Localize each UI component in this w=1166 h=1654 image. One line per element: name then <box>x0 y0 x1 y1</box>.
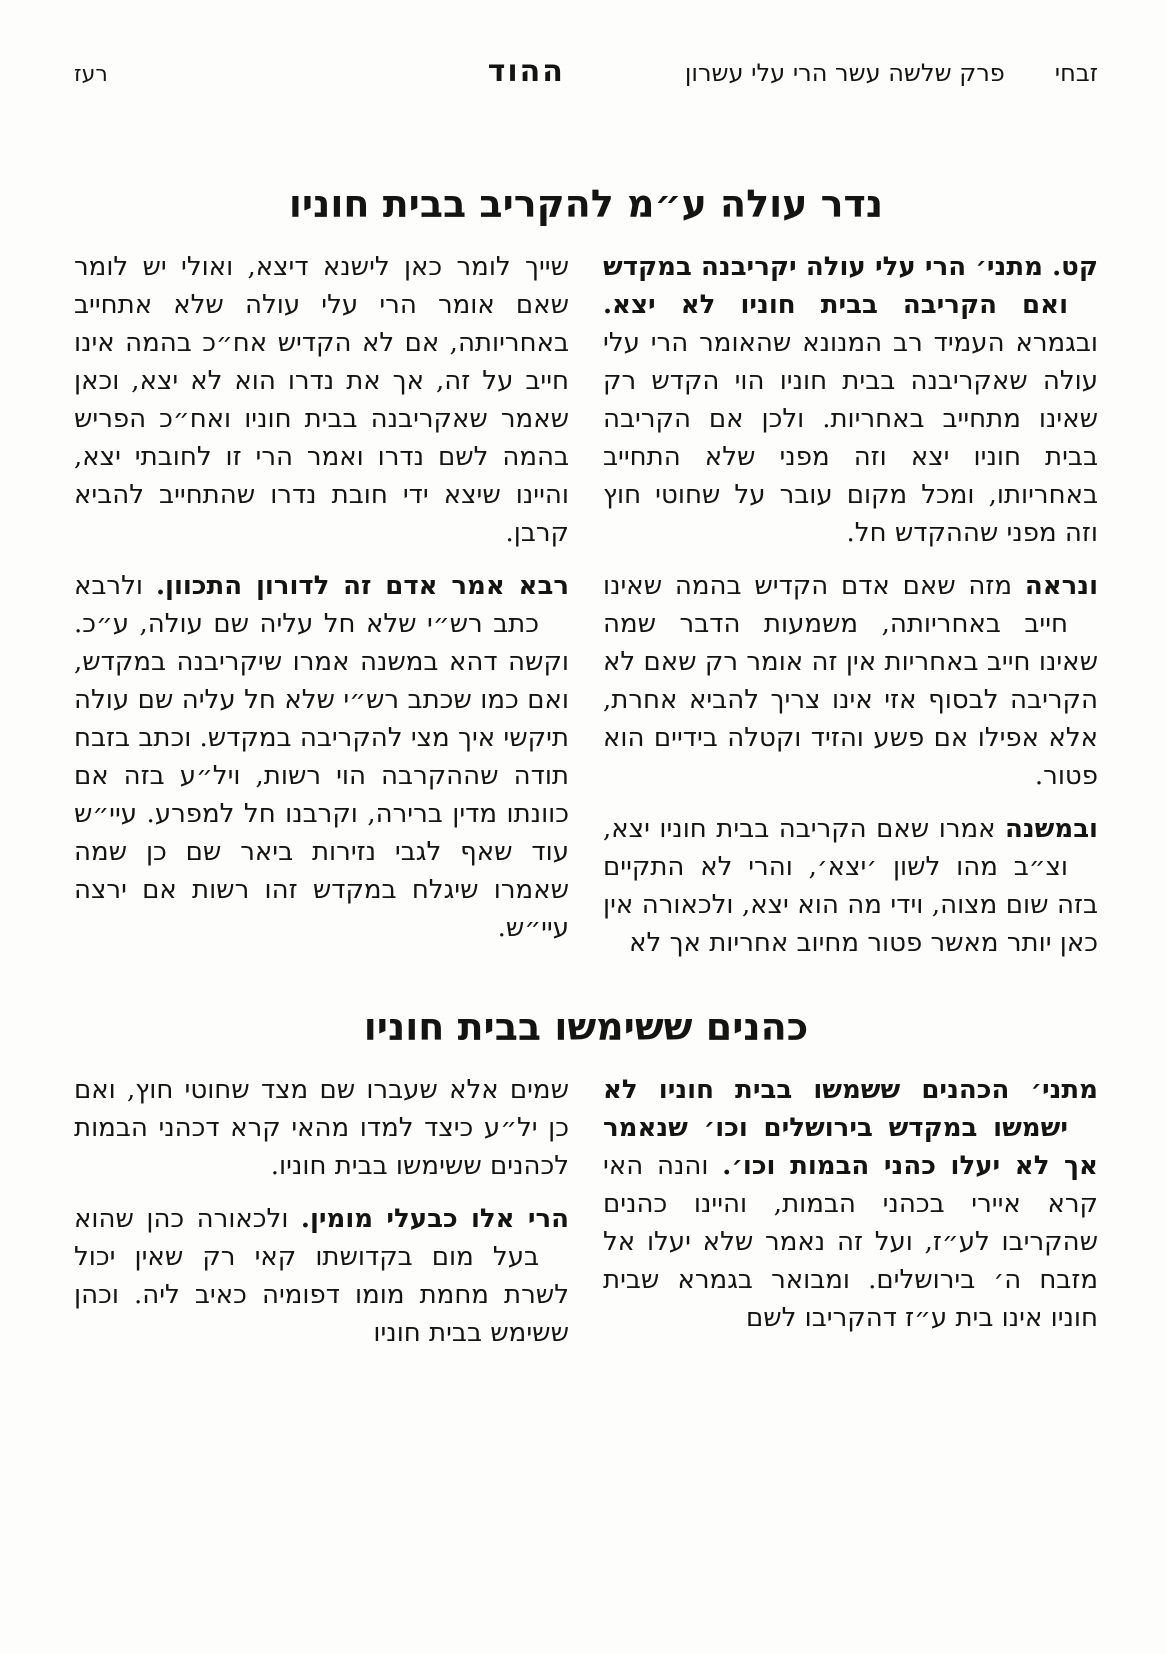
section2-title: כהנים ששימשו בבית חוניו <box>363 1004 809 1049</box>
running-header <box>74 54 1098 89</box>
section1-left-column <box>74 248 569 962</box>
page-number: רעז <box>74 62 108 87</box>
paragraph-body: שייך לומר כאן לישנא דיצא, ואולי יש לומר שאם אומר הרי עלי עולה שלא אתחייב באחריותה, אם לא הקדיש אח״כ בהמה אינו חייב על זה, אך את נדרו הוא לא יצא, וכאן שאמר שאקריבנה בבית חוניו ואח״כ הפריש בהמה לשם נדרו ואמר הרי זו לחובתי יצא, והיינו שיצא ידי חובת נדרו שהתחייב להביא קרבן. <box>74 252 569 548</box>
section2-left-column <box>74 1071 569 1352</box>
paragraph-body: ולכאורה כהן שהוא בעל מום בקדושתו קאי רק שאין יכול לשרת מחמת מומו דפומיה כאיב ליה. וכהן ששימש בבית חוניו <box>74 1204 569 1348</box>
paragraph-baalei-mumin <box>74 1200 569 1352</box>
section1-right-column <box>603 248 1098 962</box>
sefer-title: ההוד <box>487 54 565 89</box>
paragraph-lead: ובמשנה <box>1005 814 1098 844</box>
section2-columns <box>74 1071 1098 1352</box>
paragraph-body: שמים אלא שעברו שם מצד שחוטי חוץ, ואם כן יל״ע כיצד למדו מהאי קרא דכהני הבמות לכהנים ששימשו בבית חוניו. <box>74 1075 569 1181</box>
paragraph-lead: הרי אלו כבעלי מומין. <box>300 1204 569 1234</box>
paragraph-lead: קט. מתני׳ הרי עלי עולה יקריבנה במקדש ואם הקריבה בבית חוניו לא יצא. <box>603 252 1098 320</box>
paragraph-body: אמרו שאם הקריבה בבית חוניו יצא, וצ״ב מהו לשון ׳יצא׳, והרי לא התקיים בזה שום מצוה, וידי מה הוא יצא, ולכאורה אין כאן יותר מאשר פטור מחיוב אחריות אך לא <box>603 814 1098 958</box>
section1-title: נדר עולה ע״מ להקריב בבית חוניו <box>288 181 884 226</box>
paragraph-lead: מתני׳ הכהנים ששמשו בבית חוניו לא ישמשו במקדש בירושלים וכו׳ שנאמר אך לא יעלו כהני הבמות וכו׳. <box>603 1075 1098 1181</box>
paragraph-continuation <box>74 1071 569 1185</box>
chapter-heading: פרק שלשה עשר הרי עלי עשרון <box>684 59 1005 87</box>
section1-columns <box>74 248 1098 962</box>
paragraph-lead: ונראה <box>1024 571 1098 601</box>
paragraph-lead: רבא אמר אדם זה לדורון התכוון. <box>155 571 569 601</box>
paragraph-body: ולרבא כתב רש״י שלא חל עליה שם עולה, ע״כ. וקשה דהא במשנה אמרו שיקריבנה במקדש, ואם כמו שכתב רש״י שלא חל עליה שם עולה תיקשי איך מצי להקריבה במקדש. וכתב בזבח תודה שההקרבה הוי רשות, ויל״ע בזה אם כוונתו מדין ברירה, וקרבנו חל למפרע. עיי״ש עוד שאף לגבי נזירות ביאר שם כן שמה שאמרו שיגלח במקדש זהו רשות אם ירצה עיי״ש. <box>74 571 569 943</box>
paragraph-continuation <box>74 248 569 552</box>
masechet-name: זבחי <box>1054 59 1098 87</box>
section2-right-column <box>603 1071 1098 1352</box>
paragraph-venireh <box>603 567 1098 795</box>
paragraph-mishnah-109 <box>603 248 1098 552</box>
paragraph-mishnah-kohanim <box>603 1071 1098 1337</box>
paragraph-body: ובגמרא העמיד רב המנונא שהאומר הרי עלי עולה שאקריבנה בבית חוניו הוי הקדש רק שאינו מתחייב באחריות. ולכן אם הקריבה בבית חוניו יצא וזה מפני שלא התחייב באחריותו, ומכל מקום עובר על שחוטי חוץ וזה מפני שההקדש חל. <box>603 328 1098 548</box>
paragraph-body: והנה האי קרא איירי בכהני הבמות, והיינו כהנים שהקריבו לע״ז, ועל זה נאמר שלא יעלו אל מזבח ה׳ בירושלים. ומבואר בגמרא שבית חוניו אינו בית ע״ז דהקריבו לשם <box>603 1151 1098 1333</box>
paragraph-rava <box>74 567 569 947</box>
paragraph-uvamishnah <box>603 810 1098 962</box>
paragraph-body: מזה שאם אדם הקדיש בהמה שאינו חייב באחריותה, משמעות הדבר שמה שאינו חייב באחריות אין זה אומר רק שאם לא הקריבה לבסוף אזי אינו צריך להביא אחרת, אלא אפילו אם פשע והזיד וקטלה בידיים הוא פטור. <box>603 571 1098 791</box>
